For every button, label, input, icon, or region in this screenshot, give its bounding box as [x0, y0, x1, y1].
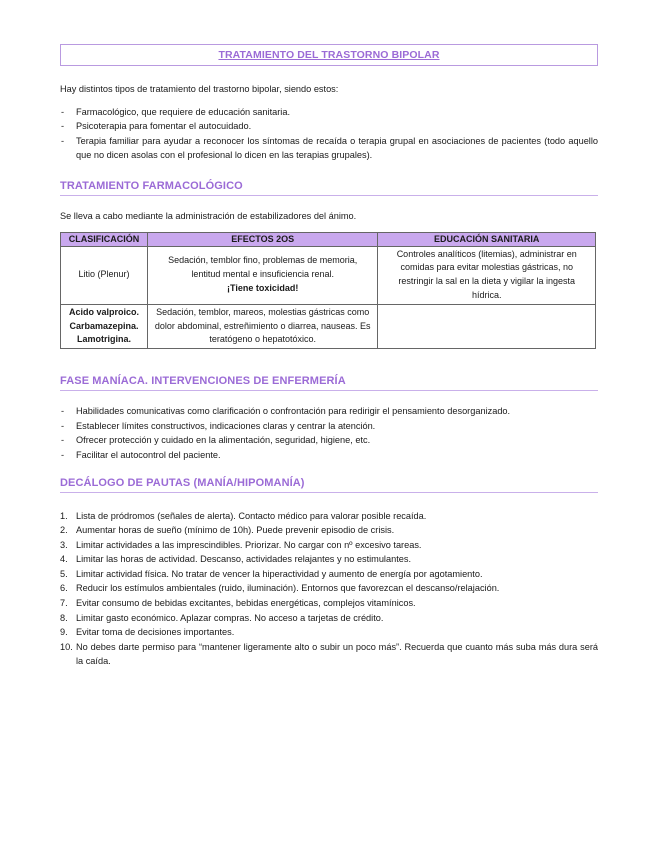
decalogue-list [60, 509, 598, 670]
effects-cell: Sedación, temblor fino, problemas de memoria, lentitud mental e insuficiencia renal. ¡Tiene toxicidad! [147, 246, 377, 304]
column-header: CLASIFICACIÓN [61, 232, 148, 246]
list-item: 10. No debes darte permiso para “mantener ligeramente alto o subir un poco más”. Recuerda que cuanto más suba más dura será la caída. [60, 641, 598, 667]
column-header: EFECTOS 2OS [147, 232, 377, 246]
toxicity-warning: ¡Tiene toxicidad! [227, 283, 299, 294]
list-item: 9. Evitar toma de decisiones importantes. [60, 627, 235, 638]
document-page [60, 44, 598, 669]
section-heading-mania: FASE MANÍACA. INTERVENCIONES DE ENFERMERÍA [60, 375, 598, 391]
treatment-types-list [60, 105, 598, 163]
list-item: - Terapia familiar para ayudar a reconocer los síntomas de recaída o terapia grupal en asociaciones de pacientes (todo aquello que no dicen asolas con el profesional lo dicen en las terapias grupales). [61, 135, 598, 161]
section-heading-decalogue: DECÁLOGO DE PAUTAS (MANÍA/HIPOMANÍA) [60, 477, 598, 493]
list-item: - Facilitar el autocontrol del paciente. [61, 449, 221, 460]
pharma-text: Se lleva a cabo mediante la administración de estabilizadores del ánimo. [60, 210, 357, 221]
list-item: - Farmacológico, que requiere de educación sanitaria. [61, 106, 290, 117]
list-item: - Establecer límites constructivos, indicaciones claras y centrar la atención. [61, 420, 376, 431]
page-title: TRATAMIENTO DEL TRASTORNO BIPOLAR [60, 44, 598, 66]
drug-cell: Litio (Plenur) [61, 246, 148, 304]
list-item: 6. Reducir los estímulos ambientales (ruido, iluminación). Entornos que favorezcan el descanso/relajación. [60, 583, 500, 594]
intro-text: Hay distintos tipos de tratamiento del trastorno bipolar, siendo estos: [60, 84, 339, 94]
list-item: 3. Limitar actividades a las imprescindibles. Priorizar. No cargar con nº excesivo tareas. [60, 539, 422, 550]
list-item: - Habilidades comunicativas como clarificación o confrontación para redirigir el pensamiento desorganizado. [61, 406, 511, 417]
list-item: 8. Limitar gasto económico. Aplazar compras. No acceso a tarjetas de crédito. [60, 612, 384, 623]
list-item: 1. Lista de pródromos (señales de alerta). Contacto médico para valorar posible recaída. [60, 510, 427, 521]
table-row [61, 246, 596, 304]
list-item: 2. Aumentar horas de sueño (mínimo de 10h). Puede prevenir episodio de crisis. [60, 525, 395, 536]
table-row [61, 304, 596, 348]
mania-interventions-list [60, 404, 598, 462]
drug-cell: Acido valproico. Carbamazepina. Lamotrigina. [61, 304, 148, 348]
list-item: - Ofrecer protección y cuidado en la alimentación, seguridad, higiene, etc. [61, 435, 371, 446]
list-item: 7. Evitar consumo de bebidas excitantes, bebidas energéticas, complejos vitamínicos. [60, 598, 416, 609]
education-cell: Controles analíticos (litemias), administrar en comidas para evitar molestias gástricas, no restringir la sal en la dieta y vigilar la ingesta hídrica. [378, 246, 596, 304]
column-header: EDUCACIÓN SANITARIA [378, 232, 596, 246]
medication-table [60, 232, 596, 350]
list-item: 5. Limitar actividad física. No tratar de vencer la hiperactividad y aumento de energía por agotamiento. [60, 568, 483, 579]
list-item: 4. Limitar las horas de actividad. Descanso, actividades relajantes y no estimulantes. [60, 554, 412, 565]
table-header-row [61, 232, 596, 246]
section-heading-pharma: TRATAMIENTO FARMACOLÓGICO [60, 180, 598, 196]
effects-cell: Sedación, temblor, mareos, molestias gástricas como dolor abdominal, estreñimiento o diarrea, nauseas. Es teratógeno o hepatotóxico. [147, 304, 377, 348]
education-cell [378, 304, 596, 348]
list-item: - Psicoterapia para fomentar el autocuidado. [61, 121, 252, 132]
